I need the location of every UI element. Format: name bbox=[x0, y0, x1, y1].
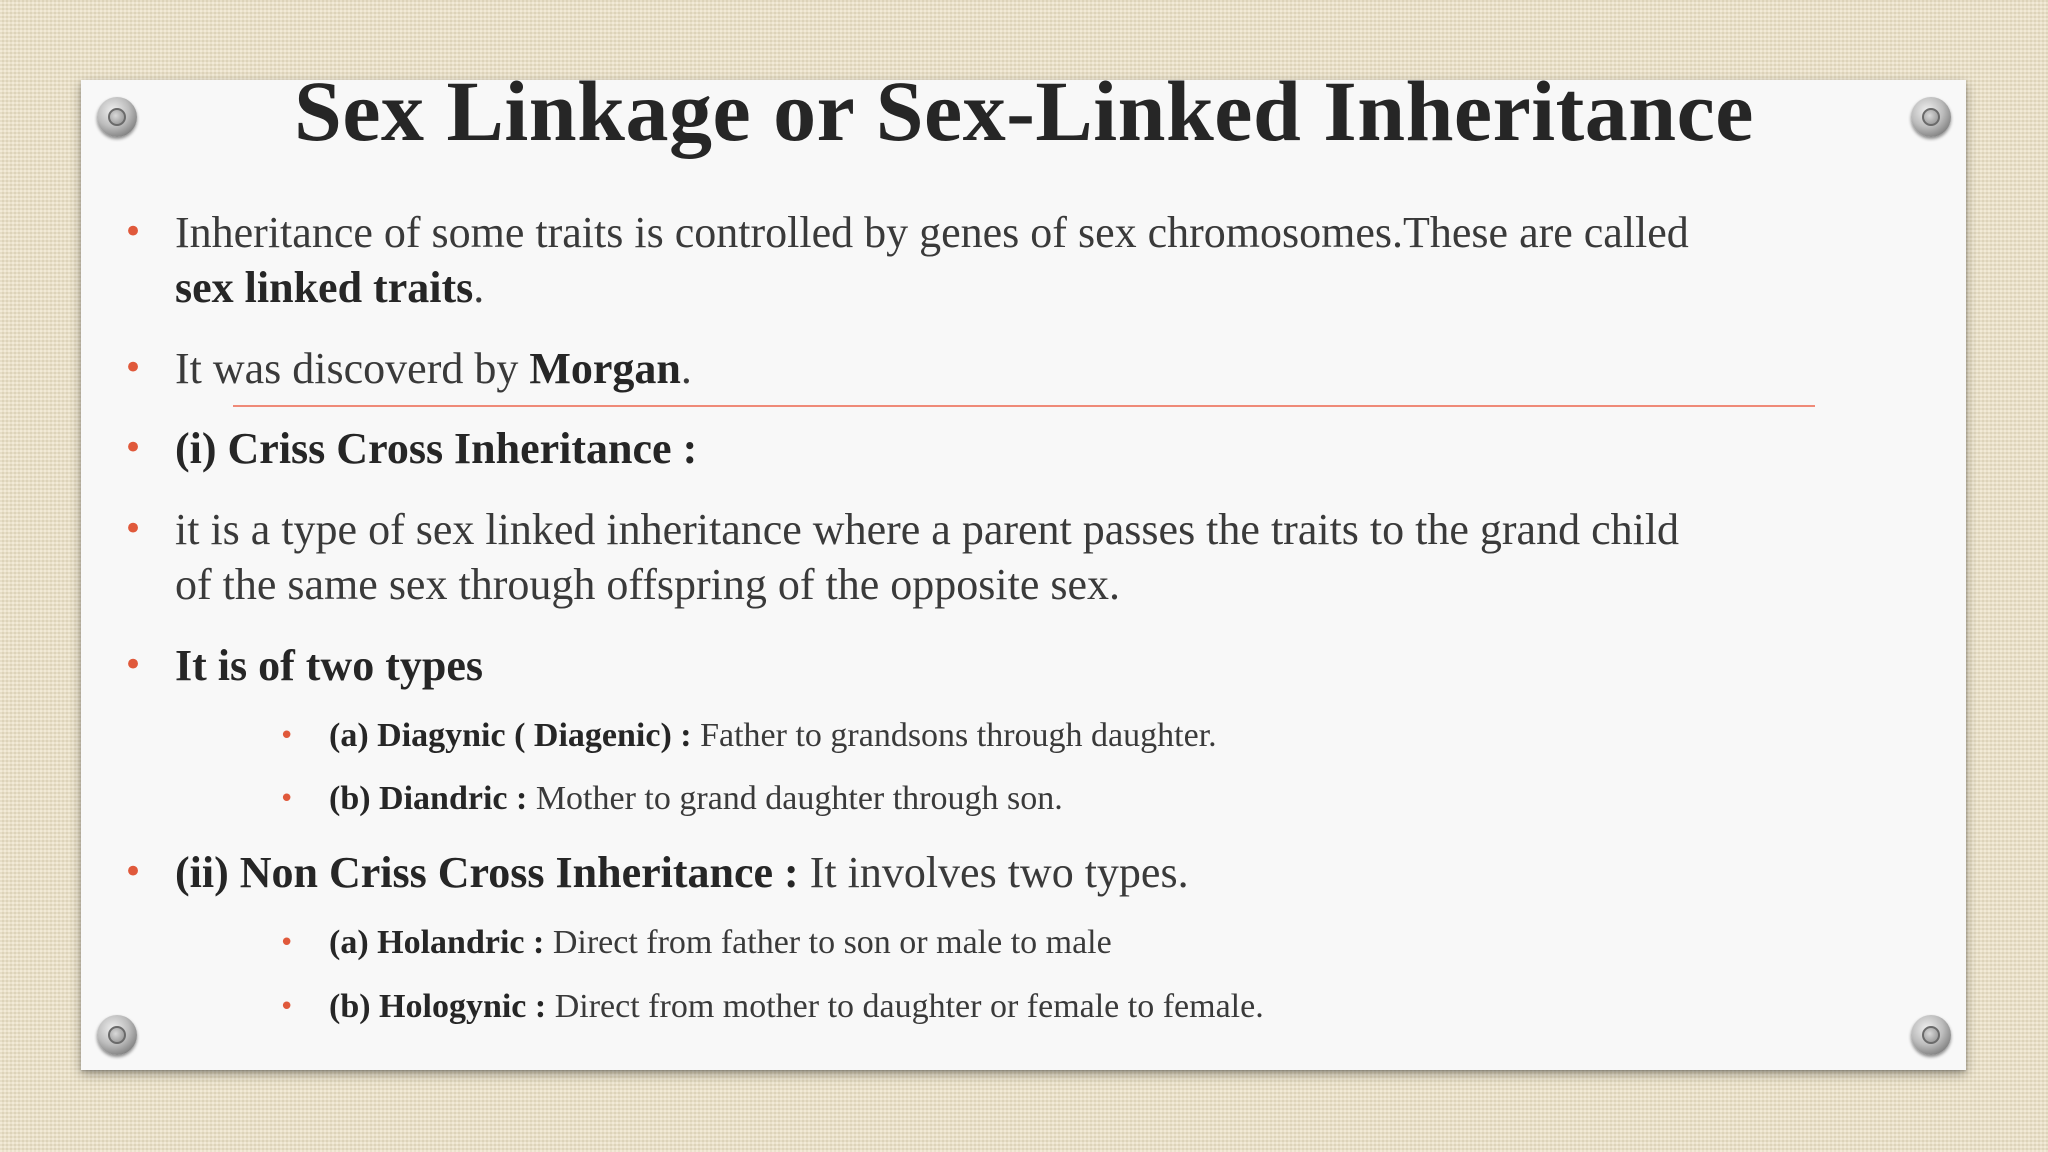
bullet-end: . bbox=[473, 263, 485, 312]
bullet-bold-text: (a) Diagynic ( Diagenic) : bbox=[329, 717, 692, 754]
bullet-icon: • bbox=[123, 212, 144, 252]
bullet-text: It involves two types. bbox=[798, 848, 1189, 897]
bullet-bold-text: It is of two types bbox=[175, 641, 483, 690]
bullet-bold-text: (b) Diandric : bbox=[329, 780, 528, 817]
bullet-discovered-by bbox=[123, 341, 692, 396]
divider-line bbox=[233, 405, 1815, 407]
bullet-icon: • bbox=[279, 721, 295, 751]
bullet-bold-text: (i) Criss Cross Inheritance : bbox=[175, 424, 698, 473]
bullet-icon: • bbox=[279, 928, 295, 958]
bullet-two-types bbox=[123, 638, 483, 693]
bullet-bold-text: (b) Hologynic : bbox=[329, 988, 547, 1025]
bullet-icon: • bbox=[279, 992, 295, 1022]
slide-title: Sex Linkage or Sex-Linked Inheritance bbox=[294, 63, 1754, 159]
subbullet-diagynic bbox=[279, 714, 1217, 758]
subbullet-hologynic bbox=[279, 985, 1264, 1029]
bullet-text: Direct from mother to daughter or female to female. bbox=[546, 988, 1264, 1025]
bullet-icon: • bbox=[123, 348, 144, 388]
bullet-end: . bbox=[680, 344, 692, 393]
bullet-bold-text: (a) Holandric : bbox=[329, 924, 545, 961]
bullet-sex-linked-traits bbox=[123, 205, 1689, 315]
bullet-criss-cross-heading bbox=[123, 421, 698, 476]
subbullet-diandric bbox=[279, 777, 1063, 821]
bullet-non-criss-cross bbox=[123, 845, 1189, 900]
bullet-text-line2: of the same sex through offspring of the opposite sex. bbox=[175, 560, 1121, 609]
bullet-text: It was discoverd by bbox=[175, 344, 530, 393]
bullet-text: Father to grandsons through daughter. bbox=[691, 717, 1217, 754]
bullet-icon: • bbox=[123, 428, 144, 468]
bullet-text-line1: it is a type of sex linked inheritance where a parent passes the traits to the grand child bbox=[175, 505, 1680, 554]
subbullet-holandric bbox=[279, 921, 1112, 965]
bullet-text: Inheritance of some traits is controlled by genes of sex chromosomes.These are called bbox=[175, 208, 1689, 257]
bullet-bold-text: (ii) Non Criss Cross Inheritance : bbox=[175, 848, 799, 897]
bullet-icon: • bbox=[279, 784, 295, 814]
bullet-bold-text: sex linked traits bbox=[175, 263, 474, 312]
bullet-text: Mother to grand daughter through son. bbox=[527, 780, 1063, 817]
bullet-icon: • bbox=[123, 509, 144, 549]
bullet-icon: • bbox=[123, 852, 144, 892]
bullet-bold-text: Morgan bbox=[529, 344, 681, 393]
bullet-text: Direct from father to son or male to male bbox=[544, 924, 1112, 961]
bullet-icon: • bbox=[123, 645, 144, 685]
bullet-criss-cross-definition bbox=[123, 502, 1680, 612]
